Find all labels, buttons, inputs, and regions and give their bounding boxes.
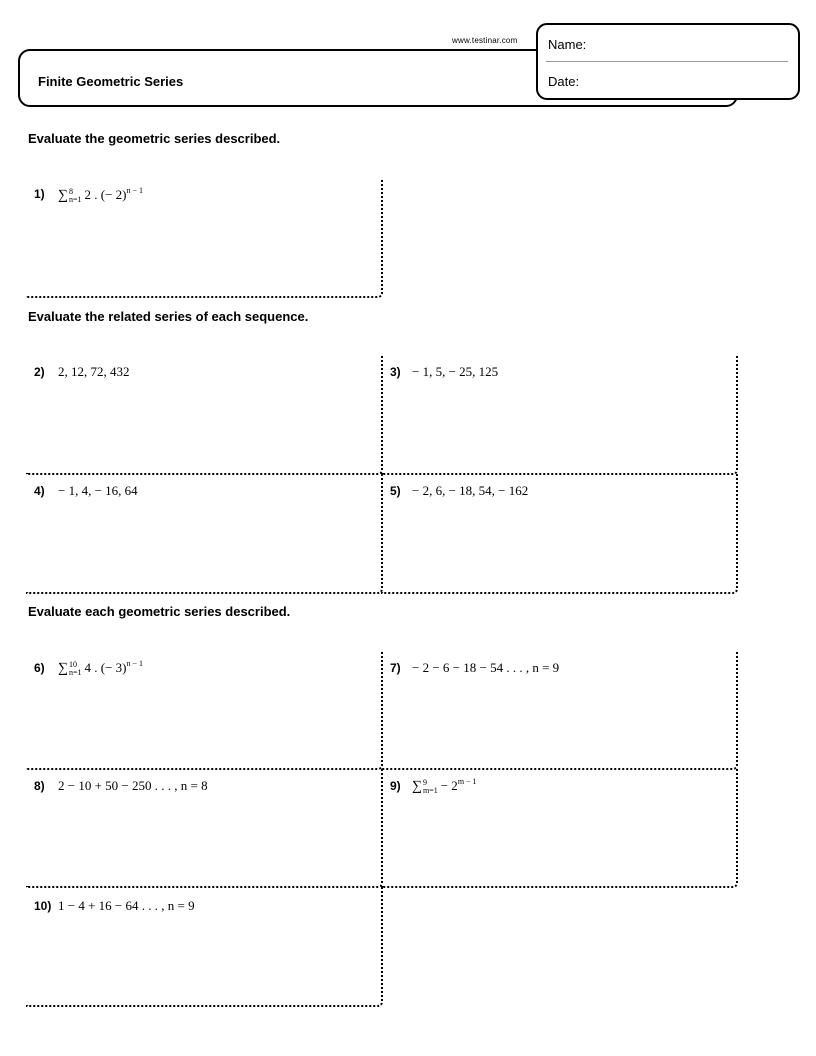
exponent: n − 1 [126,186,144,195]
summation-upper: 8 [68,187,73,197]
summation-body: 2 . (− 2) [84,187,127,202]
summation-lower: n=1 [68,195,82,205]
problem-6-expression [58,659,143,677]
section-1-instruction: Evaluate the geometric series described. [28,131,281,146]
summation-lower: m=1 [422,786,438,796]
section-3-instruction: Evaluate each geometric series described. [28,604,291,619]
problem-7-number: 7) [390,661,401,675]
section-2-instruction: Evaluate the related series of each sequence. [28,309,309,324]
summation-limits [423,779,438,795]
summation-limits [69,188,82,204]
website-url: www.testinar.com [452,36,518,45]
summation-upper: 10 [68,660,77,670]
problem-6-number: 6) [34,661,45,675]
name-label: Name: [548,37,587,52]
problem-10-number: 10) [34,899,52,913]
exponent: m − 1 [457,777,477,786]
problem-1-number: 1) [34,187,45,201]
problem-5-text: − 2, 6, − 18, 54, − 162 [412,483,529,498]
summation-lower: n=1 [68,668,82,678]
summation-upper: 9 [422,778,427,788]
problem-4-number: 4) [34,484,45,498]
problem-9-number: 9) [390,779,401,793]
date-label: Date: [548,74,580,89]
problem-5-number: 5) [390,484,401,498]
summation-symbol: ∑ [412,779,422,794]
problem-3-number: 3) [390,365,401,379]
summation-body: 4 . (− 3) [84,660,127,675]
summation-limits [69,661,82,677]
worksheet-title: Finite Geometric Series [38,74,184,89]
exponent: n − 1 [126,659,144,668]
problem-8-text: 2 − 10 + 50 − 250 . . . , n = 8 [58,778,208,793]
problem-4-text: − 1, 4, − 16, 64 [58,483,138,498]
name-divider [546,61,788,62]
problem-9-expression [412,777,477,795]
problem-7-text: − 2 − 6 − 18 − 54 . . . , n = 9 [412,660,560,675]
summation-body: − 2 [440,778,458,793]
problem-10-text: 1 − 4 + 16 − 64 . . . , n = 9 [58,898,195,913]
summation-symbol: ∑ [58,188,68,203]
problem-1-expression [58,186,143,204]
problem-2-text: 2, 12, 72, 432 [58,364,130,379]
problem-3-text: − 1, 5, − 25, 125 [412,364,499,379]
summation-symbol: ∑ [58,661,68,676]
problem-8-number: 8) [34,779,45,793]
problem-2-number: 2) [34,365,45,379]
